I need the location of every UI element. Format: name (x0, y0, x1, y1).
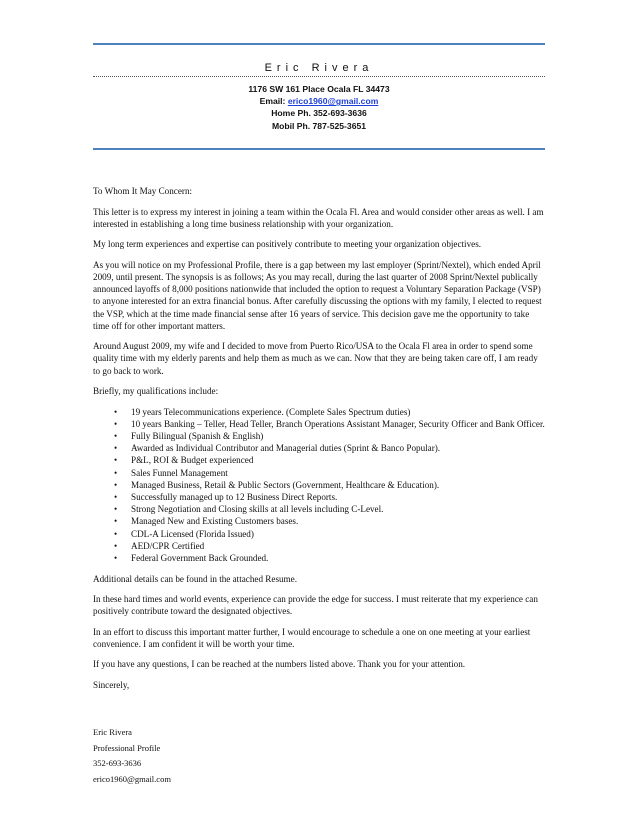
signature-name: Eric Rivera (93, 727, 132, 737)
bullet-icon: • (114, 418, 118, 429)
bullet-icon: • (114, 431, 118, 442)
qualification-item (114, 430, 545, 442)
qualification-item (114, 442, 545, 454)
header-bottom-rule (93, 148, 545, 150)
bullet-icon: • (114, 553, 118, 564)
header-email-line (0, 95, 638, 107)
signature-phone: 352-693-3636 (93, 758, 142, 768)
qualification-item (114, 515, 545, 527)
qualification-text: Federal Government Back Grounded. (131, 553, 269, 564)
header-email-link[interactable]: erico1960@gmail.com (287, 96, 379, 107)
letter-paragraph-3: As you will notice on my Professional Profile, there is a gap between my last employer (Sprint/Nextel), which ended April 2009, until present. The synopsis is as follows; As you may recall, during the last quarter of 2008 Sprint/Nextel publically announced layoffs of 8,000 positions nationwide that included the option to request a Voluntary Separation Package (VSP) to anyone interested for an extra financial bonus. After carefully discussing the options with my family, I elected to request the VSP, which at the time made financial sense after 16 years of service. This decision gave me the opportunity to take time off for other important matters. (93, 259, 542, 331)
bullet-icon: • (114, 479, 118, 490)
bullet-icon: • (114, 406, 118, 417)
qualification-text: Sales Funnel Management (131, 467, 228, 478)
signature-block (93, 725, 171, 787)
letter-paragraph-2: My long term experiences and expertise can positively contribute to meeting your organization objectives. (93, 239, 482, 250)
letter-paragraph-6: In these hard times and world events, experience can provide the edge for success. I must reiterate that my experience can positively contribute toward the designated objectives. (93, 594, 538, 617)
header-home-phone: Home Ph. 352-693-3636 (271, 108, 367, 119)
qualification-text: Awarded as Individual Contributor and Managerial duties (Sprint & Banco Popular). (131, 443, 441, 454)
bullet-icon: • (114, 540, 118, 551)
qualification-item (114, 552, 545, 564)
qualification-item (114, 528, 545, 540)
qualification-item (114, 479, 545, 491)
header-dotted-rule (93, 76, 545, 77)
bullet-icon: • (114, 492, 118, 503)
letter-paragraph-5: Additional details can be found in the attached Resume. (93, 573, 297, 584)
qualification-text: AED/CPR Certified (131, 540, 205, 551)
qualifications-list (93, 406, 545, 565)
signature-title: Professional Profile (93, 742, 161, 753)
letter-paragraph-4: Around August 2009, my wife and I decided to move from Puerto Rico/USA to the Ocala Fl area in order to spend some quality time with my elderly parents and help them as much as we can. Now that they are being taken care off, I am ready to go back to work. (93, 341, 538, 376)
header-name: Eric Rivera (264, 62, 374, 74)
header-address: 1176 SW 161 Place Ocala FL 34473 (248, 84, 390, 94)
qualification-text: CDL-A Licensed (Florida Issued) (131, 528, 254, 539)
signature-email: erico1960@gmail.com (93, 773, 171, 784)
qualification-item (114, 467, 545, 479)
qualification-item (114, 454, 545, 466)
header-top-rule (93, 43, 545, 45)
qualification-item (114, 503, 545, 515)
qualification-text: Successfully managed up to 12 Business Direct Reports. (131, 492, 338, 503)
bullet-icon: • (114, 516, 118, 527)
bullet-icon: • (114, 528, 118, 539)
qualification-item (114, 540, 545, 552)
bullet-icon: • (114, 467, 118, 478)
header-mobile-phone: Mobil Ph. 787-525-3651 (271, 120, 367, 131)
bullet-icon: • (114, 504, 118, 515)
qualification-text: Managed New and Existing Customers bases. (131, 516, 299, 527)
letter-salutation: To Whom It May Concern: (93, 186, 193, 196)
letter-body (93, 185, 545, 699)
qualification-item (114, 406, 545, 418)
header-contact-block (0, 83, 638, 132)
qualification-text: 19 years Telecommunications experience. (Complete Sales Spectrum duties) (131, 406, 411, 417)
qualification-text: Managed Business, Retail & Public Sectors (Government, Healthcare & Education). (131, 479, 440, 490)
qualifications-intro: Briefly, my qualifications include: (93, 386, 219, 397)
qualification-item (114, 418, 545, 430)
letter-paragraph-8: If you have any questions, I can be reached at the numbers listed above. Thank you for your attention. (93, 659, 466, 670)
letter-paragraph-1: This letter is to express my interest in joining a team within the Ocala Fl. Area and would consider other areas as well. I am interested in establishing a long time business relationship with your organization. (93, 206, 544, 229)
bullet-icon: • (114, 455, 118, 466)
qualification-text: 10 years Banking – Teller, Head Teller, Branch Operations Assistant Manager, Security Officer and Bank Officer. (131, 418, 545, 429)
qualification-text: Fully Bilingual (Spanish & English) (131, 431, 264, 442)
letter-closing: Sincerely, (93, 679, 130, 690)
qualification-text: Strong Negotiation and Closing skills at all levels including C-Level. (131, 504, 384, 515)
qualification-text: P&L, ROI & Budget experienced (131, 455, 254, 466)
header-email-label: Email: (259, 96, 288, 107)
letter-paragraph-7: In an effort to discuss this important matter further, I would encourage to schedule a one on one meeting at your earliest convenience. I am confident it will be worth your time. (93, 626, 531, 649)
qualification-item (114, 491, 545, 503)
bullet-icon: • (114, 443, 118, 454)
